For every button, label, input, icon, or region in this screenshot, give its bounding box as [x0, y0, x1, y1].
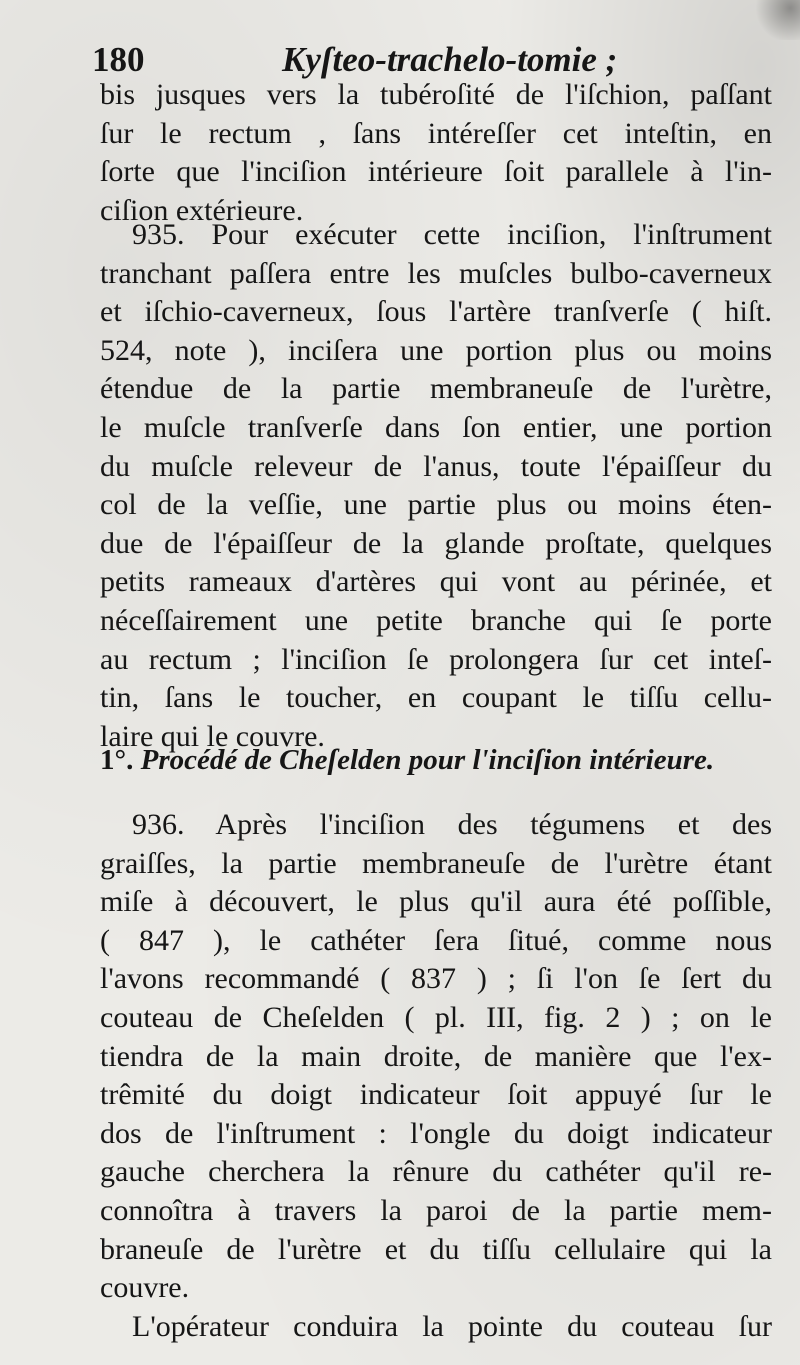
text-line: col de la veſſie, une partie plus ou moins éten- — [100, 488, 772, 522]
text-line: ( 847 ), le cathéter ſera ſitué, comme nous — [100, 923, 772, 957]
text-line: L'opérateur conduira la pointe du couteau ſur — [132, 1309, 772, 1343]
section-heading — [100, 740, 772, 780]
running-head: Kyſteo-trachelo-tomie ; — [282, 40, 618, 79]
text-line: 524, note ), inciſera une portion plus ou moins — [100, 333, 772, 367]
text-line: au rectum ; l'inciſion ſe prolongera ſur cet inteſ- — [100, 642, 772, 676]
text-line: trêmité du doigt indicateur ſoit appuyé ſur le — [100, 1078, 772, 1112]
text-line: gauche cherchera la rênure du cathéter qu'il re- — [100, 1155, 772, 1189]
text-line: due de l'épaiſſeur de la glande proſtate, quelques — [100, 526, 772, 560]
text-line: étendue de la partie membraneuſe de l'urètre, — [100, 372, 772, 406]
text-line: ciſion extérieure. — [100, 193, 304, 227]
text-line: braneuſe de l'urètre et du tiſſu cellulaire qui la — [100, 1232, 772, 1266]
text-line: couvre. — [100, 1271, 190, 1305]
text-line: tin, ſans le toucher, en coupant le tiſſu cellu- — [100, 681, 772, 715]
paragraph-935 — [100, 216, 772, 756]
text-line: laire qui le couvre. — [100, 719, 325, 753]
text-line: dos de l'inſtrument : l'ongle du doigt indicateur — [100, 1116, 772, 1150]
text-line: et iſchio-caverneux, ſous l'artère tranſverſe ( hiſt. — [100, 295, 772, 329]
text-line: bis jusques vers la tubéroſité de l'iſchion, paſſant — [100, 78, 772, 111]
text-line: 936. Après l'inciſion des tégumens et des — [132, 808, 772, 841]
text-line: l'avons recommandé ( 837 ) ; ſi l'on ſe ſert du — [100, 962, 772, 996]
text-line: graiſſes, la partie membraneuſe de l'urètre étant — [100, 846, 772, 880]
text-line: néceſſairement une petite branche qui ſe porte — [100, 603, 772, 637]
text-line: tiendra de la main droite, de manière que l'ex- — [100, 1039, 772, 1073]
text-line: ſorte que l'inciſion intérieure ſoit parallele à l'in- — [100, 155, 772, 189]
page-number: 180 — [92, 40, 145, 79]
text-line: 935. Pour exécuter cette inciſion, l'inſtrument — [132, 218, 772, 251]
text-line: tranchant paſſera entre les muſcles bulbo-caverneux — [100, 256, 772, 290]
paper-stain — [752, 0, 800, 40]
paragraph-936 — [100, 806, 772, 1346]
text-line: miſe à découvert, le plus qu'il aura été poſſible, — [100, 885, 772, 919]
paragraph-continuation — [100, 76, 772, 230]
text-line: connoîtra à travers la paroi de la partie mem- — [100, 1193, 772, 1227]
text-line: ſur le rectum , ſans intéreſſer cet inteſtin, en — [100, 116, 772, 150]
section-title: Procédé de Cheſelden pour l'inciſion intérieure. — [140, 744, 715, 776]
section-number: 1°. — [100, 744, 134, 776]
text-line: du muſcle releveur de l'anus, toute l'épaiſſeur du — [100, 449, 772, 483]
text-line: petits rameaux d'artères qui vont au périnée, et — [100, 565, 772, 599]
text-line: le muſcle tranſverſe dans ſon entier, une portion — [100, 410, 772, 444]
text-line: couteau de Cheſelden ( pl. III, fig. 2 ) ; on le — [100, 1000, 772, 1034]
